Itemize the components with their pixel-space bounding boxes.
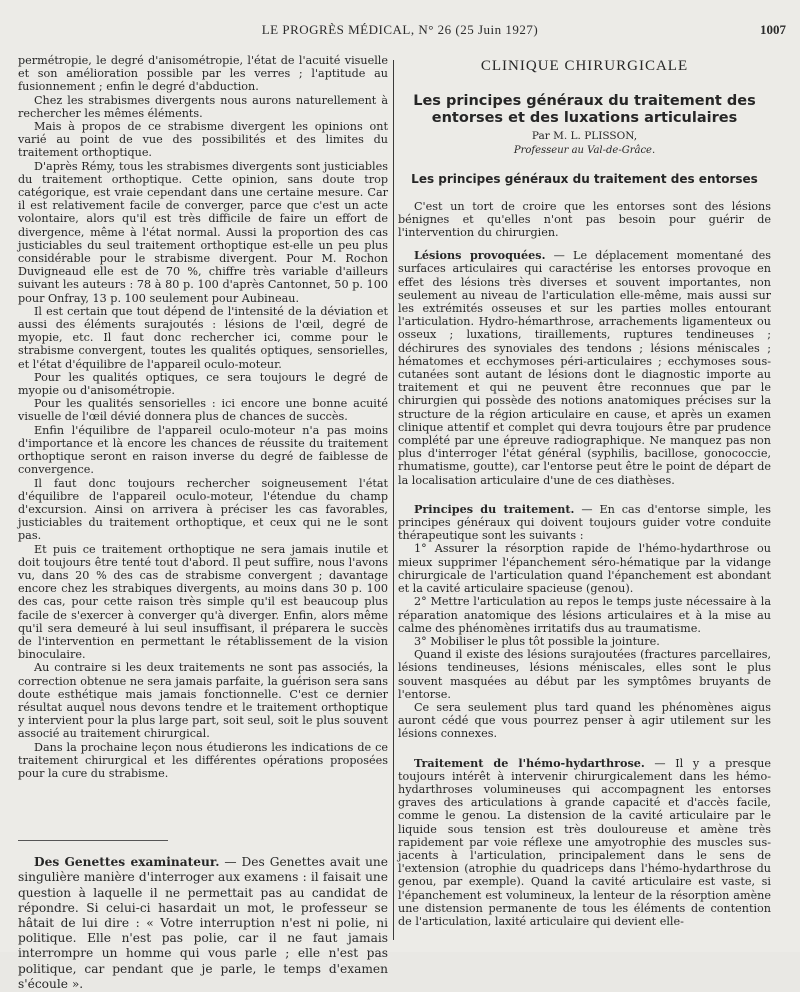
- paragraph: Pour les qualités optiques, ce sera toujours le degré de myopie ou d'anisométropie.: [18, 370, 388, 398]
- article-title: Les principes généraux du traitement des entorses et des luxations articulaires: [413, 93, 756, 127]
- paragraph: Et puis ce traitement orthoptique ne sera jamais inutile et doit toujours être tenté tout d'abord. Il peut suffire, nous l'avons vu, dans 20 % des cas de strabisme convergent ; davantage encore chez les strabiques divergents, au moins dans 30 p. 100 des cas, pour cette raison très simple qu'il est beaucoup plus facile de s'exercer à converger qu'à diverger. Enfin, alors même qu'il sera demeuré à lui seul insuffisant, il préparera le succès de l'intervention en permettant le rétablissement de la vision binoculaire.: [18, 542, 388, 662]
- hemo-title: Traitement de l'hémo-hydarthrose.: [414, 755, 645, 770]
- paragraph: Mais à propos de ce strabisme divergent les opinions ont varié au point de vue des possibilités et des limites du traitement orthoptique.: [18, 120, 388, 160]
- column-divider: [393, 60, 394, 940]
- list-item: 1° Assurer la résorption rapide de l'hémo-hydarthrose ou mieux supprimer l'épanchement séro-hématique par la vidange chirurgicale de l'articulation quand l'épanchement est abondant et la cavité articulaire spacieuse (genou).: [398, 542, 771, 596]
- spacer: [398, 741, 771, 757]
- list-item: 2° Mettre l'articulation au repos le temps juste nécessaire à la réparation anatomique des lésions articulaires et à la mise au calme des phénomènes irritatifs dus au traumatisme.: [398, 595, 771, 635]
- anecdote-body: — Des Genettes avait une singulière manière d'interroger aux examens : il faisait une question à laquelle il ne permettait pas au candidat de répondre. Si celui-ci hasardait un mot, le professeur se hâtait de lui dire : « Votre interruption n'est ni polie, ni politique. Elle n'est pas polie, car il ne faut jamais interrompre un homme qui vous parle ; elle n'est pas politique, car pendant que je parle, le temps d'examen s'écoule ».: [18, 855, 388, 991]
- principes-body: — En cas d'entorse simple, les principes généraux qui doivent toujours guider votre conduite thérapeutique sont les suivants :: [398, 502, 771, 543]
- paragraph: Il est certain que tout dépend de l'intensité de la déviation et aussi des éléments surajoutés : lésions de l'œil, degré de myopie, etc. Il faut donc rechercher ici, comme pour le strabisme convergent, toutes les qualités optiques, sensorielles, et l'état d'équilibre de l'appareil oculo-moteur.: [18, 304, 388, 371]
- paragraph: Il faut donc toujours rechercher soigneusement l'état d'équilibre de l'appareil oculo-moteur, l'étendue du champ d'excursion. Ainsi on arrivera à préciser les cas favorables, justiciables du traitement orthoptique, et ceux qui ne le sont pas.: [18, 476, 388, 543]
- anecdote-paragraph: [18, 855, 388, 992]
- lesions-title: Lésions provoquées.: [414, 248, 546, 263]
- left-column: [18, 54, 388, 991]
- article-author: Par M. L. PLISSON,: [531, 130, 638, 143]
- paragraph: Enfin l'équilibre de l'appareil oculo-moteur n'a pas moins d'importance et là encore les chances de réussite du traitement orthoptique seront en raison inverse du degré de faiblesse de convergence.: [18, 423, 388, 477]
- lesions-paragraph: [398, 249, 771, 487]
- paragraph: Dans la prochaine leçon nous étudierons les indications de ce traitement chirurgical et les différentes opérations proposées pour la cure du strabisme.: [18, 740, 388, 780]
- section-title: Les principes généraux du traitement des entorses: [411, 171, 758, 186]
- page-header: [0, 0, 800, 38]
- list-item: Ce sera seulement plus tard quand les phénomènes aigus auront cédé que vous pourrez penser à agir utilement sur les lésions connexes.: [398, 700, 771, 741]
- paragraph: Chez les strabismes divergents nous aurons naturellement à rechercher les mêmes éléments.: [18, 93, 388, 120]
- paragraph: Au contraire si les deux traitements ne sont pas associés, la correction obtenue ne sera jamais parfaite, la guérison sera sans doute esthétique mais jamais fonctionnelle. C'est ce dernier résultat auquel nous devons tendre et le traitement orthoptique y intervient pour la plus large part, soit seul, soit le plus souvent associé au traitement chirurgical.: [18, 661, 388, 741]
- rubric-title: CLINIQUE CHIRURGICALE: [480, 58, 689, 74]
- paragraph: D'après Rémy, tous les strabismes divergents sont justiciables du traitement orthoptique. Cette opinion, sans doute trop catégorique, est vraie cependant dans une certaine mesure. Car il est relativement facile de converger, parce que c'est un acte volontaire, alors qu'il est très difficile de faire un effort de divergence, même à l'état normal. Aussi la proportion des cas justiciables du seul traitement orthoptique est-elle un peu plus considérable pour le strabisme divergent. Pour M. Rochon Duvigneaud elle est de 70 %, chiffre très variable d'ailleurs suivant les auteurs : 78 à 80 p. 100 d'après Cantonnet, 50 p. 100 pour Onfray, 13 p. 100 seulement pour Aubineau.: [18, 159, 388, 305]
- note-separator: [18, 840, 168, 841]
- list-item: 3° Mobiliser le plus tôt possible la jointure.: [414, 634, 660, 648]
- running-title: LE PROGRÈS MÉDICAL, N° 26 (25 Juin 1927): [261, 22, 539, 37]
- list-item: Quand il existe des lésions surajoutées (fractures parcellaires, lésions tendineuses, lésions méniscales, elles sont le plus souvent masquées au début par les symptômes bruyants de l'entorse.: [398, 648, 771, 701]
- author-affiliation: Professeur au Val-de-Grâce.: [513, 145, 656, 157]
- intro-paragraph: C'est un tort de croire que les entorses sont des lésions bénignes et qu'elles n'ont pas besoin pour guérir de l'intervention du chirurgien.: [398, 199, 771, 240]
- hemo-body: — Il y a presque toujours intérêt à intervenir chirurgicalement dans les hémo-hydarthroses volumineuses qui accompagnent les entorses graves des articulations à grande capacité et d'accès facile, comme le genou. La distension de la cavité articulaire par le liquide sous tension est très douloureuse et amène très rapidement par voie réflexe une amyotrophie des muscles sus-jacents à l'articulation, principalement dans le sens de l'extension (atrophie du quadriceps dans l'hémo-hydarthrose du genou, par exemple). Quand la cavité articulaire est vaste, si l'épanchement est volumineux, la lenteur de la résorption amène une distension permanente de tous les éléments de contention de l'articulation, laxité articulaire qui devient elle-: [398, 756, 771, 928]
- spacer: [398, 487, 771, 503]
- principes-paragraph: [398, 503, 771, 543]
- right-column: [398, 54, 771, 952]
- anecdote-title: Des Genettes examinateur.: [34, 855, 220, 870]
- lesions-body: — Le déplacement momentané des surfaces articulaires qui caractérise les entorses provoque en effet des lésions très diverses et souvent importantes, non seulement au niveau de l'articulation elle-même, mais aussi sur les extrémités osseuses et sur les parties molles entourant l'articulation. Hydro-hémarthrose, arrachements ligamenteux ou osseux ; luxations, tiraillements, ruptures tendineuses ; déchirures des synoviales des tendons ; lésions méniscales ; hématomes et ecchymoses péri-articulaires ; ecchymoses sous-cutanées sont autant de lésions dont le diagnostic importe au traitement et qui ne peuvent être reconnues que par le chirurgien qui possède des notions anatomiques précises sur la structure de la région articulaire en cause, et après un examen clinique attentif et complet qui devra toujours être par prudence complété par une épreuve radiographique. Ne manquez pas non plus d'interroger l'état général (syphilis, bacillose, gonococcie, rhumatisme, goutte), car l'entorse peut être le point de départ de la localisation articulaire d'une de ces diathèses.: [398, 249, 771, 487]
- paragraph: permétropie, le degré d'anisométropie, l'état de l'acuité visuelle et son amélioration possible par les verres ; l'aptitude au fusionnement ; enfin le degré d'abduction.: [18, 54, 388, 94]
- page-number: 1007: [760, 22, 786, 37]
- paragraph: Pour les qualités sensorielles : ici encore une bonne acuité visuelle de l'œil dévié donnera plus de chances de succès.: [18, 397, 388, 424]
- hemo-paragraph: [398, 757, 771, 929]
- principes-title: Principes du traitement.: [414, 501, 575, 516]
